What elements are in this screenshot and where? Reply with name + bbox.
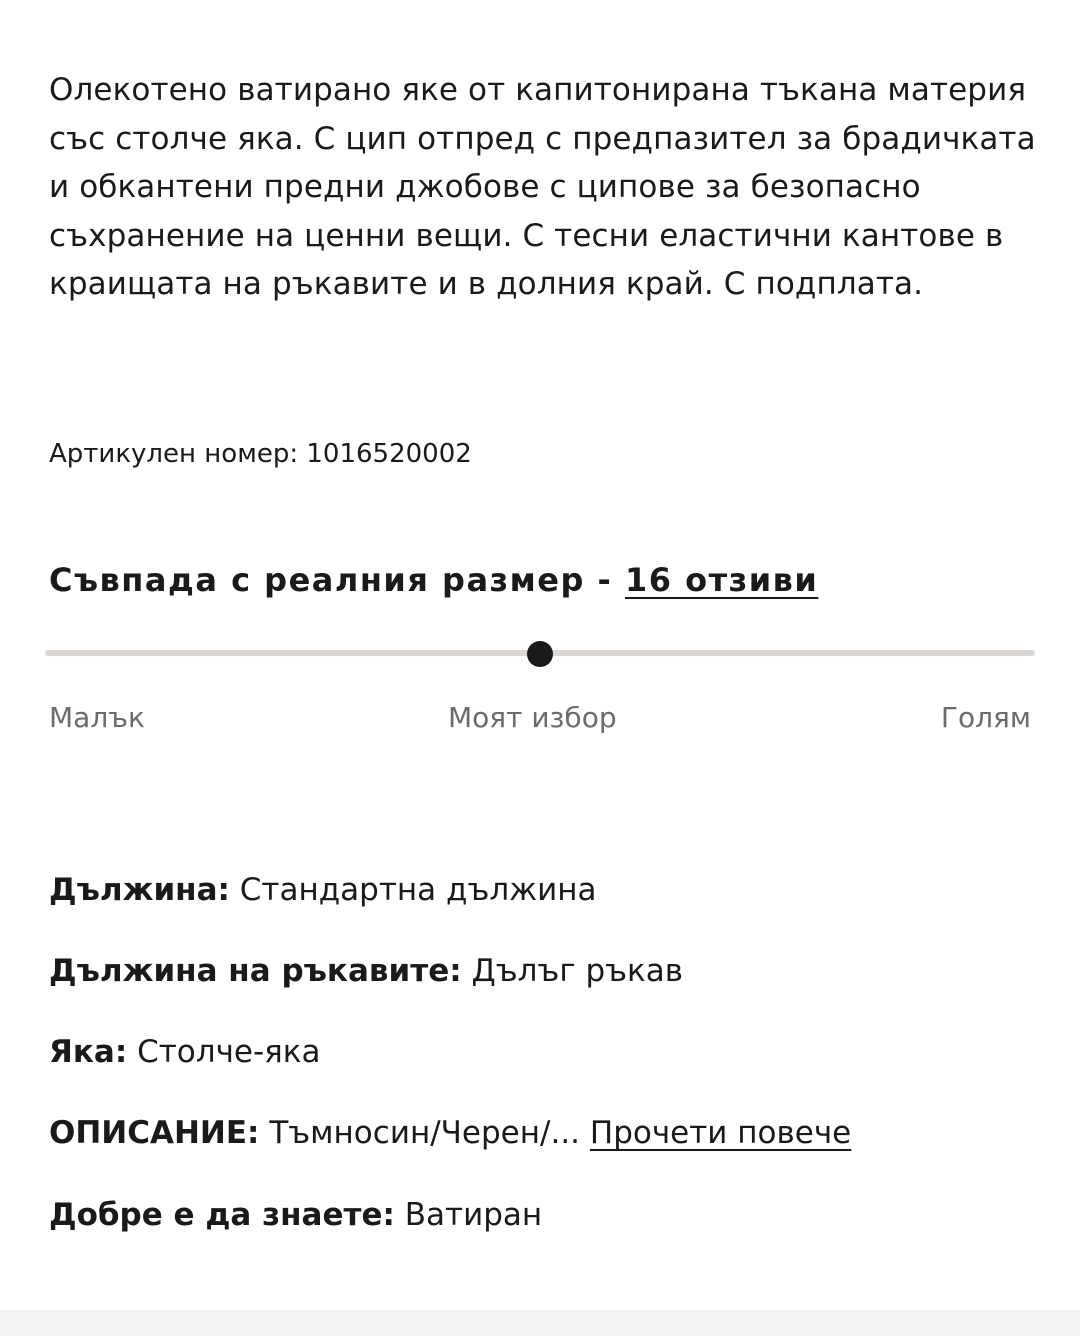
attribute-description-label: ОПИСАНИЕ: (49, 1115, 260, 1151)
reviews-link[interactable]: 16 отзиви (624, 561, 819, 599)
attribute-description (49, 1111, 851, 1155)
attribute-collar-label: Яка: (49, 1034, 128, 1070)
fit-scale-large-label: Голям (940, 701, 1031, 734)
attribute-length-label: Дължина: (49, 872, 230, 908)
product-description: Олекотено ватирано яке от капитонирана тъкана материя със столче яка. С цип отпред с предпазител за брадичката и обкантени предни джобове с ципове за безопасно съхранение на ценни вещи. С тесни еластични кантове в краищата на ръкавите и в долния край. С подплата. (49, 72, 1036, 302)
read-more-link[interactable]: Прочети повече (589, 1115, 852, 1151)
bottom-bar (0, 1310, 1080, 1336)
attribute-good-to-know-value: Ватиран (404, 1197, 543, 1233)
attribute-collar (49, 1030, 321, 1074)
attribute-length (49, 868, 597, 912)
fit-scale-mine-label: Моят избор (448, 701, 617, 734)
attribute-sleeve-length (49, 949, 683, 993)
attribute-sleeve-length-value: Дълъг ръкав (471, 953, 684, 989)
fit-heading-text: Съвпада с реалния размер - (49, 561, 625, 599)
article-number-label: Артикулен номер: (49, 439, 299, 469)
attribute-collar-value: Столче-яка (137, 1034, 321, 1070)
attribute-good-to-know-label: Добре е да знаете: (49, 1197, 395, 1233)
attribute-description-value: Тъмносин/Черен/... (269, 1115, 581, 1151)
fit-slider-thumb (527, 641, 553, 667)
attribute-length-value: Стандартна дължина (239, 872, 597, 908)
article-number-row (49, 434, 472, 474)
attribute-good-to-know (49, 1193, 542, 1237)
attribute-sleeve-length-label: Дължина на ръкавите: (49, 953, 462, 989)
article-number-value: 1016520002 (306, 439, 472, 469)
fit-scale-small-label: Малък (49, 701, 145, 734)
fit-heading (49, 558, 818, 602)
